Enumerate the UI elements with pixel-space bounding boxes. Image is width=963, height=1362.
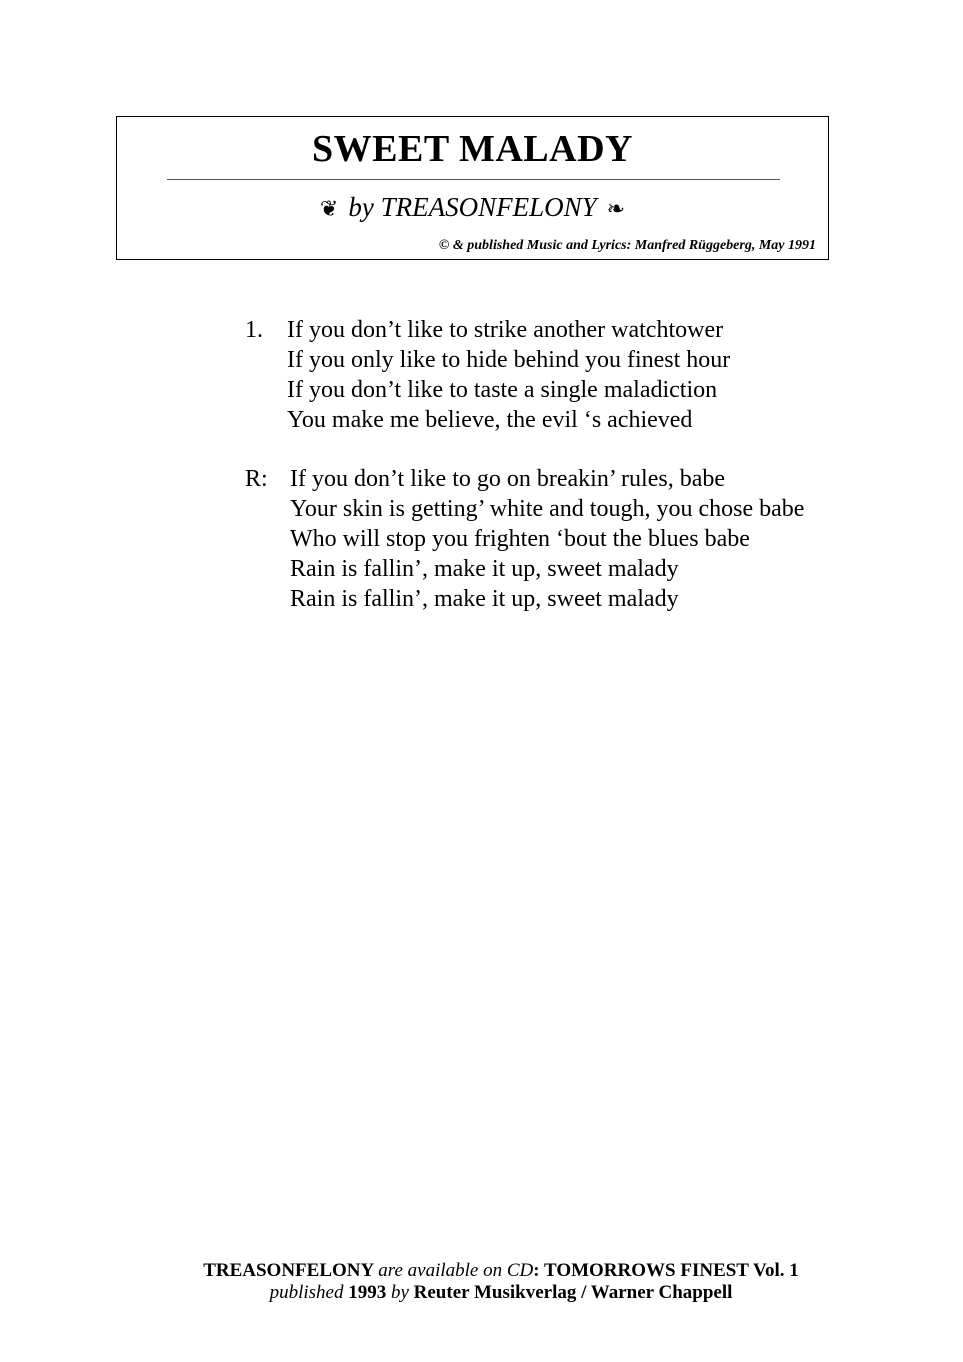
- refrain: [245, 464, 804, 614]
- lyric-line: Who will stop you frighten ‘bout the blues babe: [290, 526, 750, 552]
- lyric-line: If you don’t like to go on breakin’ rules, babe: [290, 466, 725, 492]
- byline-text: by TREASONFELONY: [348, 192, 597, 222]
- lyric-line: If you don’t like to strike another watchtower: [287, 317, 724, 343]
- copyright-notice: © & published Music and Lyrics: Manfred Rüggeberg, May 1991: [438, 238, 816, 253]
- lyric-line: If you only like to hide behind you finest hour: [287, 347, 731, 373]
- footer-line-2: [0, 1282, 963, 1304]
- footer-publisher: Reuter Musikverlag / Warner Chappell: [413, 1282, 733, 1303]
- verse-1: [245, 315, 730, 435]
- title-box: [116, 116, 829, 260]
- lyric-line: Rain is fallin’, make it up, sweet malady: [290, 586, 679, 612]
- song-title: SWEET MALADY: [312, 128, 633, 170]
- footer-published: published: [269, 1282, 344, 1303]
- refrain-marker: R:: [245, 466, 268, 492]
- footer-cd-title: : TOMORROWS FINEST Vol. 1: [533, 1260, 799, 1281]
- lyric-line: You make me believe, the evil ‘s achieved: [287, 407, 693, 433]
- ornament-right-icon: ❧: [606, 196, 626, 221]
- ornament-left-icon: ❦: [319, 196, 339, 221]
- title-divider: [167, 179, 780, 180]
- lyric-line: Your skin is getting’ white and tough, you chose babe: [290, 496, 805, 522]
- byline: [117, 192, 828, 223]
- lyric-line: Rain is fallin’, make it up, sweet malady: [290, 556, 679, 582]
- verse-marker: 1.: [245, 317, 263, 343]
- footer-year: 1993: [348, 1282, 387, 1303]
- footer-line-1: [0, 1260, 963, 1282]
- footer-note: [0, 1260, 963, 1304]
- footer-availability: are available on CD: [378, 1260, 534, 1281]
- footer-by: by: [390, 1282, 409, 1303]
- footer-band: TREASONFELONY: [203, 1260, 374, 1281]
- lyric-line: If you don’t like to taste a single maladiction: [287, 377, 718, 403]
